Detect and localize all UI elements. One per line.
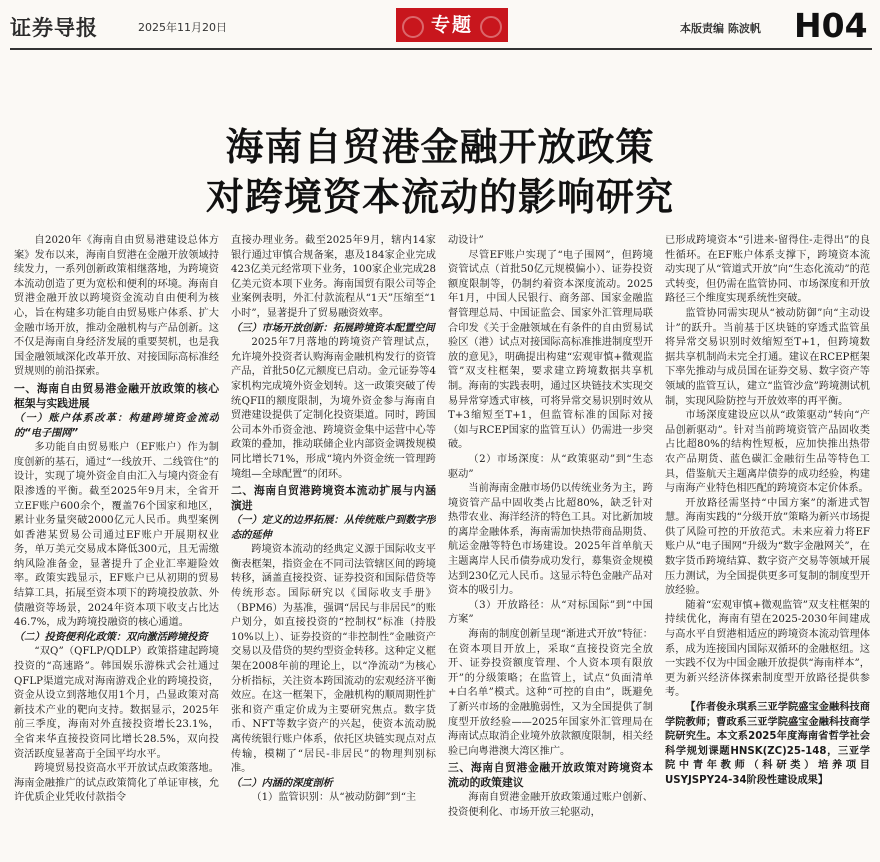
paragraph: 已形成跨境资本“引进来-留得住-走得出”的良性循环。在EF账户体系支撑下，跨境资本流动实现了从“管道式开放”向“生态化流动”的范式转变，但仍需在监管协同、市场深度和开放路径三个维度实现系统性突破。: [665, 235, 870, 305]
paragraph: 市场深度建设应以从“政策驱动”转向“产品创新驱动”。针对当前跨境资管产品固收类占比超80%的结构性短板，应加快推出热带农产品期货、蓝色碳汇金融衍生品等特色工具，借鉴航天主题离岸债券的成功经验，构建与南海产业特色相匹配的跨境资本定价体系。: [665, 410, 870, 495]
section-heading: 二、海南自贸港跨境资本流动扩展与内涵演进: [231, 484, 436, 513]
paragraph: 直接办理业务。截至2025年9月，辖内14家银行通过审慎合规备案，惠及184家企业完成423亿美元经常项下业务，100家企业完成28亿美元资本项下业务。海南国贸有限公司等企业案例表明，外汇付款流程从“1天”压缩至“1小时”，显著提升了贸易融资效率。: [231, 235, 436, 319]
paragraph: 多功能自由贸易账户（EF账户）作为制度创新的基石，通过“一线放开、二线管住”的设计，实现了境外资金自由汇入与境内资金有限渗透的平衡。截至2025年9月末，全省开立EF账户600余个，覆盖76个国家和地区，累计业务量突破2000亿元人民币。典型案例如香港某贸易公司通过EF账户开展期权业务，单万美元交易成本降低300元，且无需缴纳风险准备金，显著提升了企业汇率避险效率。政策实践显示，EF账户已从初期的贸易结算工具，拓展至资本项下的跨境投放款、外债融资等场景，2024年资本项下收支占比达46.7%，成为跨境投融资的核心通道。: [14, 442, 219, 629]
column-4: [665, 234, 870, 856]
paragraph: （1）监管识别：从“被动防御”到“主: [251, 792, 417, 804]
paragraph: 自2020年《海南自由贸易港建设总体方案》发布以来，海南自贸港在金融开放领域持续发力，一系列创新政策相继落地，为跨境资本流动创造了更为宽松和便利的环境。海南自贸港金融开放以跨境资金流动自由便利为核心，旨在构建多功能自由贸易账户体系、扩大金融市场开放，推动金融机构与产品创新。这不仅是海南自身经济发展的重要契机，也是我国金融领域深化改革开放、对接国际高标准经贸规则的前沿探索。: [14, 235, 219, 378]
paragraph: 动设计”: [448, 235, 484, 246]
paragraph: 尽管EF账户实现了“电子围网”，但跨境资管试点（首批50亿元规模偏小）、证券投资额度限制等，仍制约着资本深度流动。2025年1月，中国人民银行、商务部、国家金融监督管理总局、中国证监会、国家外汇管理局联合印发《关于金融领域在有条件的自由贸易试验区（港）试点对接国际高标准推进制度型开放的意见》，明确提出构建“宏观审慎+微观监管”双支柱框架，要求建立跨境数据共享机制。海南的实践表明，通过区块链技术实现交易异常穿透式审核，可将异常交易识别时效从T+3缩短至T+1，但监管标准的国际对接（如与RCEP国家的监管互认）仍需进一步突破。: [448, 249, 653, 451]
section-heading: 一、海南自由贸易港金融开放政策的核心框架与实践进展: [14, 381, 219, 410]
subsection-heading: （二）内涵的深度剖析: [231, 777, 333, 789]
paragraph: 跨境贸易投资高水平开放试点政策落地。海南金融推广的试点政策简化了单证审核，允许优质企业凭收付款指令: [14, 763, 219, 804]
masthead-rule: [10, 48, 872, 50]
issue-date: 2025年11月20日: [138, 21, 227, 34]
page-number: H04: [794, 6, 868, 45]
headline-line-2: 对跨境资本流动的影响研究: [205, 175, 674, 219]
paragraph: 监管协同需实现从“被动防御”向“主动设计”的跃升。当前基于区块链的穿透式监管虽将异常交易识别时效缩短至T+1，但跨境数据共享机制尚未完全打通。建议在RCEP框架下率先推动与成员国在证券交易、数字资产等领域的监管互认，建立“监管沙盒”跨境测试机制，实现风险防控与开放效率的再平衡。: [665, 307, 870, 407]
paper-name: 证券导报: [10, 16, 98, 40]
paragraph: 跨境资本流动的经典定义源于国际收支平衡表框架，指资金在不同司法管辖区间的跨境转移，涵盖直接投资、证券投资和国际借贷等传统形态。国际研究以《国际收支手册》（BPM6）为基准，强调“居民与非居民”的账户划分，如直接投资的“控制权”标准（持股10%以上）、证券投资的“非控制性”金融资产交易以及借贷的契约型资金转移。这种定义框架在2008年前的理论上，以“净流动”为核心分析指标，关注资本跨国流动的宏观经济平衡效应。在这一框架下，金融机构的顺周期性扩张和资产重定价成为主要研究焦点。数字货币、NFT等数字资产的兴起，使资本流动脱离传统银行账户体系，依托区块链实现点对点传输，模糊了“居民-非居民”的物理判别标准。: [231, 544, 436, 775]
paragraph: 海南自贸港金融开放政策通过账户创新、投资便利化、市场开放三轮驱动，: [448, 792, 653, 818]
section-badge: 专题: [396, 8, 508, 42]
subsection-heading: （一）定义的边界拓展：从传统账户到数字形态的延伸: [231, 515, 436, 541]
article-body: [14, 234, 872, 856]
page-editor: 本版责编 陈波帆: [680, 22, 761, 35]
subsection-heading: （三）市场开放创新：拓展跨境资本配置空间: [231, 322, 435, 334]
author-note: 【作者俊永琪系三亚学院盛宝金融科技商学院教师；曹政系三亚学院盛宝金融科技商学院研究生。本文系2025年度海南省哲学社会科学规划课题HNSK(ZC)25-148，三亚学院中青年教师（科研类）培养项目USYJSPY24-34阶段性建设成果】: [665, 702, 870, 786]
paragraph: 海南的制度创新呈现“渐进式开放”特征：在资本项目开放上，采取“直接投资完全放开、证券投资额度管理、个人资本项有限放开”的分级策略；在监管上，试点“负面清单+白名单”模式。这种“可控的自由”，既避免了新兴市场的金融脆弱性，又为全国提供了制度型开放经验——2025年国家外汇管理局在海南试点取消企业境外放款额度限制，相关经验已向粤港澳大湾区推广。: [448, 629, 653, 757]
section-heading: 三、海南自贸港金融开放政策对跨境资本流动的政策建议: [448, 761, 653, 790]
paragraph: 2025年7月落地的跨境资产管理试点，允许境外投资者认购海南金融机构发行的资管产品，首批50亿元额度已启动。金元证券等4家机构完成境外资金划转。这一政策突破了传统QFII的额度限制，为境外资金参与海南自贸港建设提供了定制化投资渠道。同时，跨国公司本外币资金池、跨境资金集中运营中心等政策的叠加，推动联储企业内部资金调拨规模同比增长71%，形成“境内外资金统一管理跨境组—全球配置”的闭环。: [231, 337, 436, 480]
paragraph: 当前海南金融市场仍以传统业务为主，跨境资管产品中固收类占比超80%，缺乏针对热带农业、海洋经济的特色工具。对比新加坡的离岸金融体系，海南需加快热带商品期货、航运金融等特色市场建设。2025年首单航天主题离岸人民币债券成功发行，募集资金规模达到230亿元人民币。这显示特色金融产品对资本的吸引力。: [448, 483, 653, 597]
paragraph: （2）市场深度：从“政策驱动”到“生态驱动”: [448, 453, 653, 480]
paragraph: “双Q”（QFLP/QDLP）政策搭建起跨境投资的“高速路”。韩国娱乐游株式会社通过QFLP渠道完成对海南游戏企业的跨境投资，资金从设立到落地仅用1个月，凸显政策对高新技术产业的靶向支持。数据显示，2025年前三季度，海南对外直接投资增长23.1%，全省来华直接投资同比增长28.5%，双向投资活跃度显著高于全国平均水平。: [14, 646, 219, 760]
headline-line-1: 海南自贸港金融开放政策: [225, 125, 655, 169]
masthead: [0, 0, 880, 52]
article-headline: [0, 122, 880, 222]
paragraph: 随着“宏观审慎+微观监管”双支柱框架的持续优化，海南有望在2025-2030年间建成与高水平自贸港相适应的跨境资本流动管理体系，成为连接国内国际双循环的金融枢纽。这一实践不仅为中国金融开放提供“海南样本”，更为新兴经济体探索制度型开放路径提供参考。: [665, 599, 870, 699]
column-1: [14, 234, 219, 856]
column-2: [231, 234, 436, 856]
subsection-heading: （一）账户体系改革：构建跨境资金流动的“电子围网”: [14, 412, 219, 439]
paragraph: （3）开放路径：从“对标国际”到“中国方案”: [448, 599, 653, 626]
column-3: [448, 234, 653, 856]
paragraph: 开放路径需坚持“中国方案”的渐进式智慧。海南实践的“分级开放”策略为新兴市场提供了风险可控的开放范式。未来应着力将EF账户从“电子围网”升级为“数字金融网关”，在数字货币跨境结算、数字资产交易等领域开展压力测试，为全国提供更多可复制的制度型开放经验。: [665, 497, 870, 597]
subsection-heading: （二）投资便利化政策：双向激活跨境投资: [14, 631, 208, 643]
